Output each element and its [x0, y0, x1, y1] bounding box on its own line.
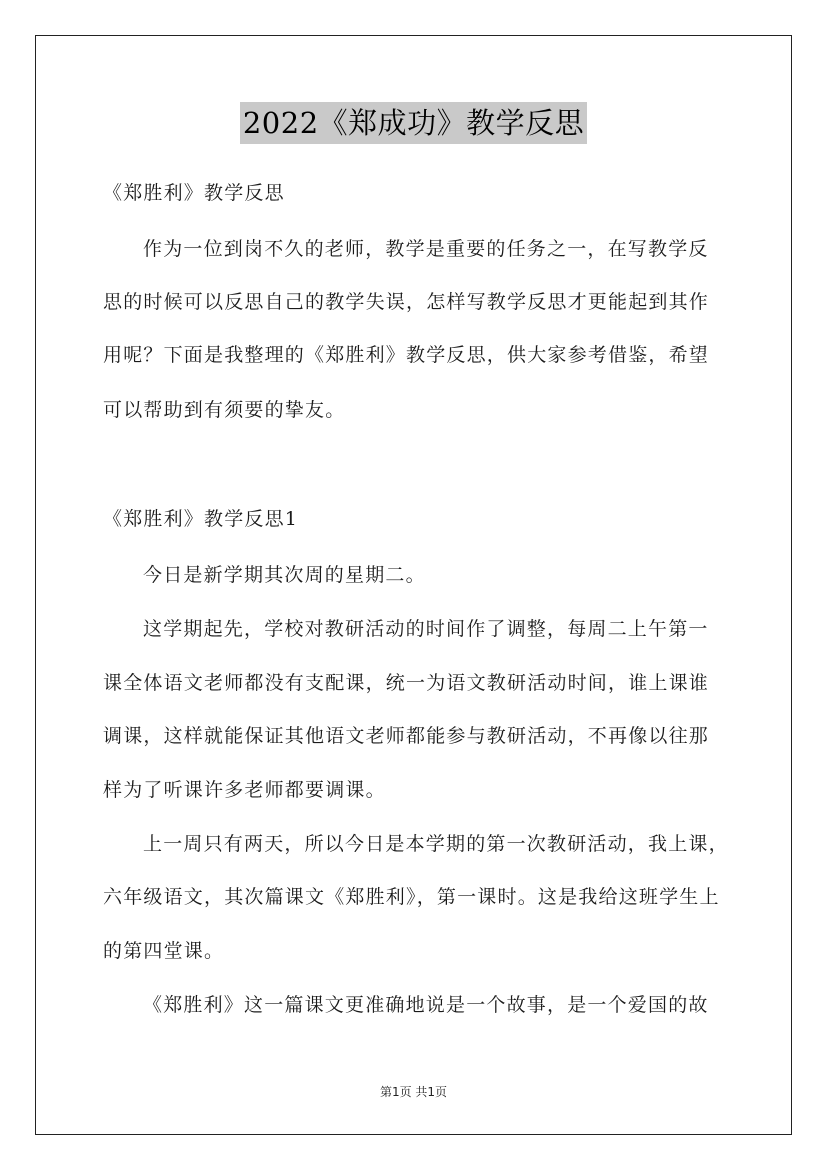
paragraph-line: 上一周只有两天，所以今日是本学期的第一次教研活动，我上课，: [143, 833, 729, 855]
paragraph-line: 这学期起先，学校对教研活动的时间作了调整，每周二上午第一: [143, 618, 709, 640]
paragraph-line: 可以帮助到有须要的挚友。: [103, 399, 346, 421]
paragraph-line: 《郑胜利》这一篇课文更准确地说是一个故事，是一个爱国的故: [143, 994, 709, 1016]
section-heading: 《郑胜利》教学反思1: [103, 508, 299, 530]
paragraph-line: 的第四堂课。: [103, 940, 225, 962]
paragraph-line: 调课，这样就能保证其他语文老师都能参与教研活动，不再像以往那: [103, 725, 710, 747]
title-container: [0, 102, 827, 144]
paragraph-line: 今日是新学期其次周的星期二。: [143, 564, 426, 586]
paragraph-line: 样为了听课许多老师都要调课。: [103, 779, 386, 801]
section-heading: 《郑胜利》教学反思: [103, 182, 285, 204]
paragraph-line: 课全体语文老师都没有支配课，统一为语文教研活动时间，谁上课谁: [103, 672, 710, 694]
document-title: 2022《郑成功》教学反思: [240, 102, 587, 144]
paragraph-line: 思的时候可以反思自己的教学失误，怎样写教学反思才更能起到其作: [103, 291, 710, 313]
paragraph-line: 六年级语文，其次篇课文《郑胜利》，第一课时。这是我给这班学生上: [103, 886, 720, 908]
page-footer: 第1页 共1页: [379, 1085, 448, 1099]
paragraph-line: 作为一位到岗不久的老师，教学是重要的任务之一，在写教学反: [143, 238, 709, 260]
paragraph-line: 用呢？下面是我整理的《郑胜利》教学反思，供大家参考借鉴，希望: [103, 344, 710, 366]
